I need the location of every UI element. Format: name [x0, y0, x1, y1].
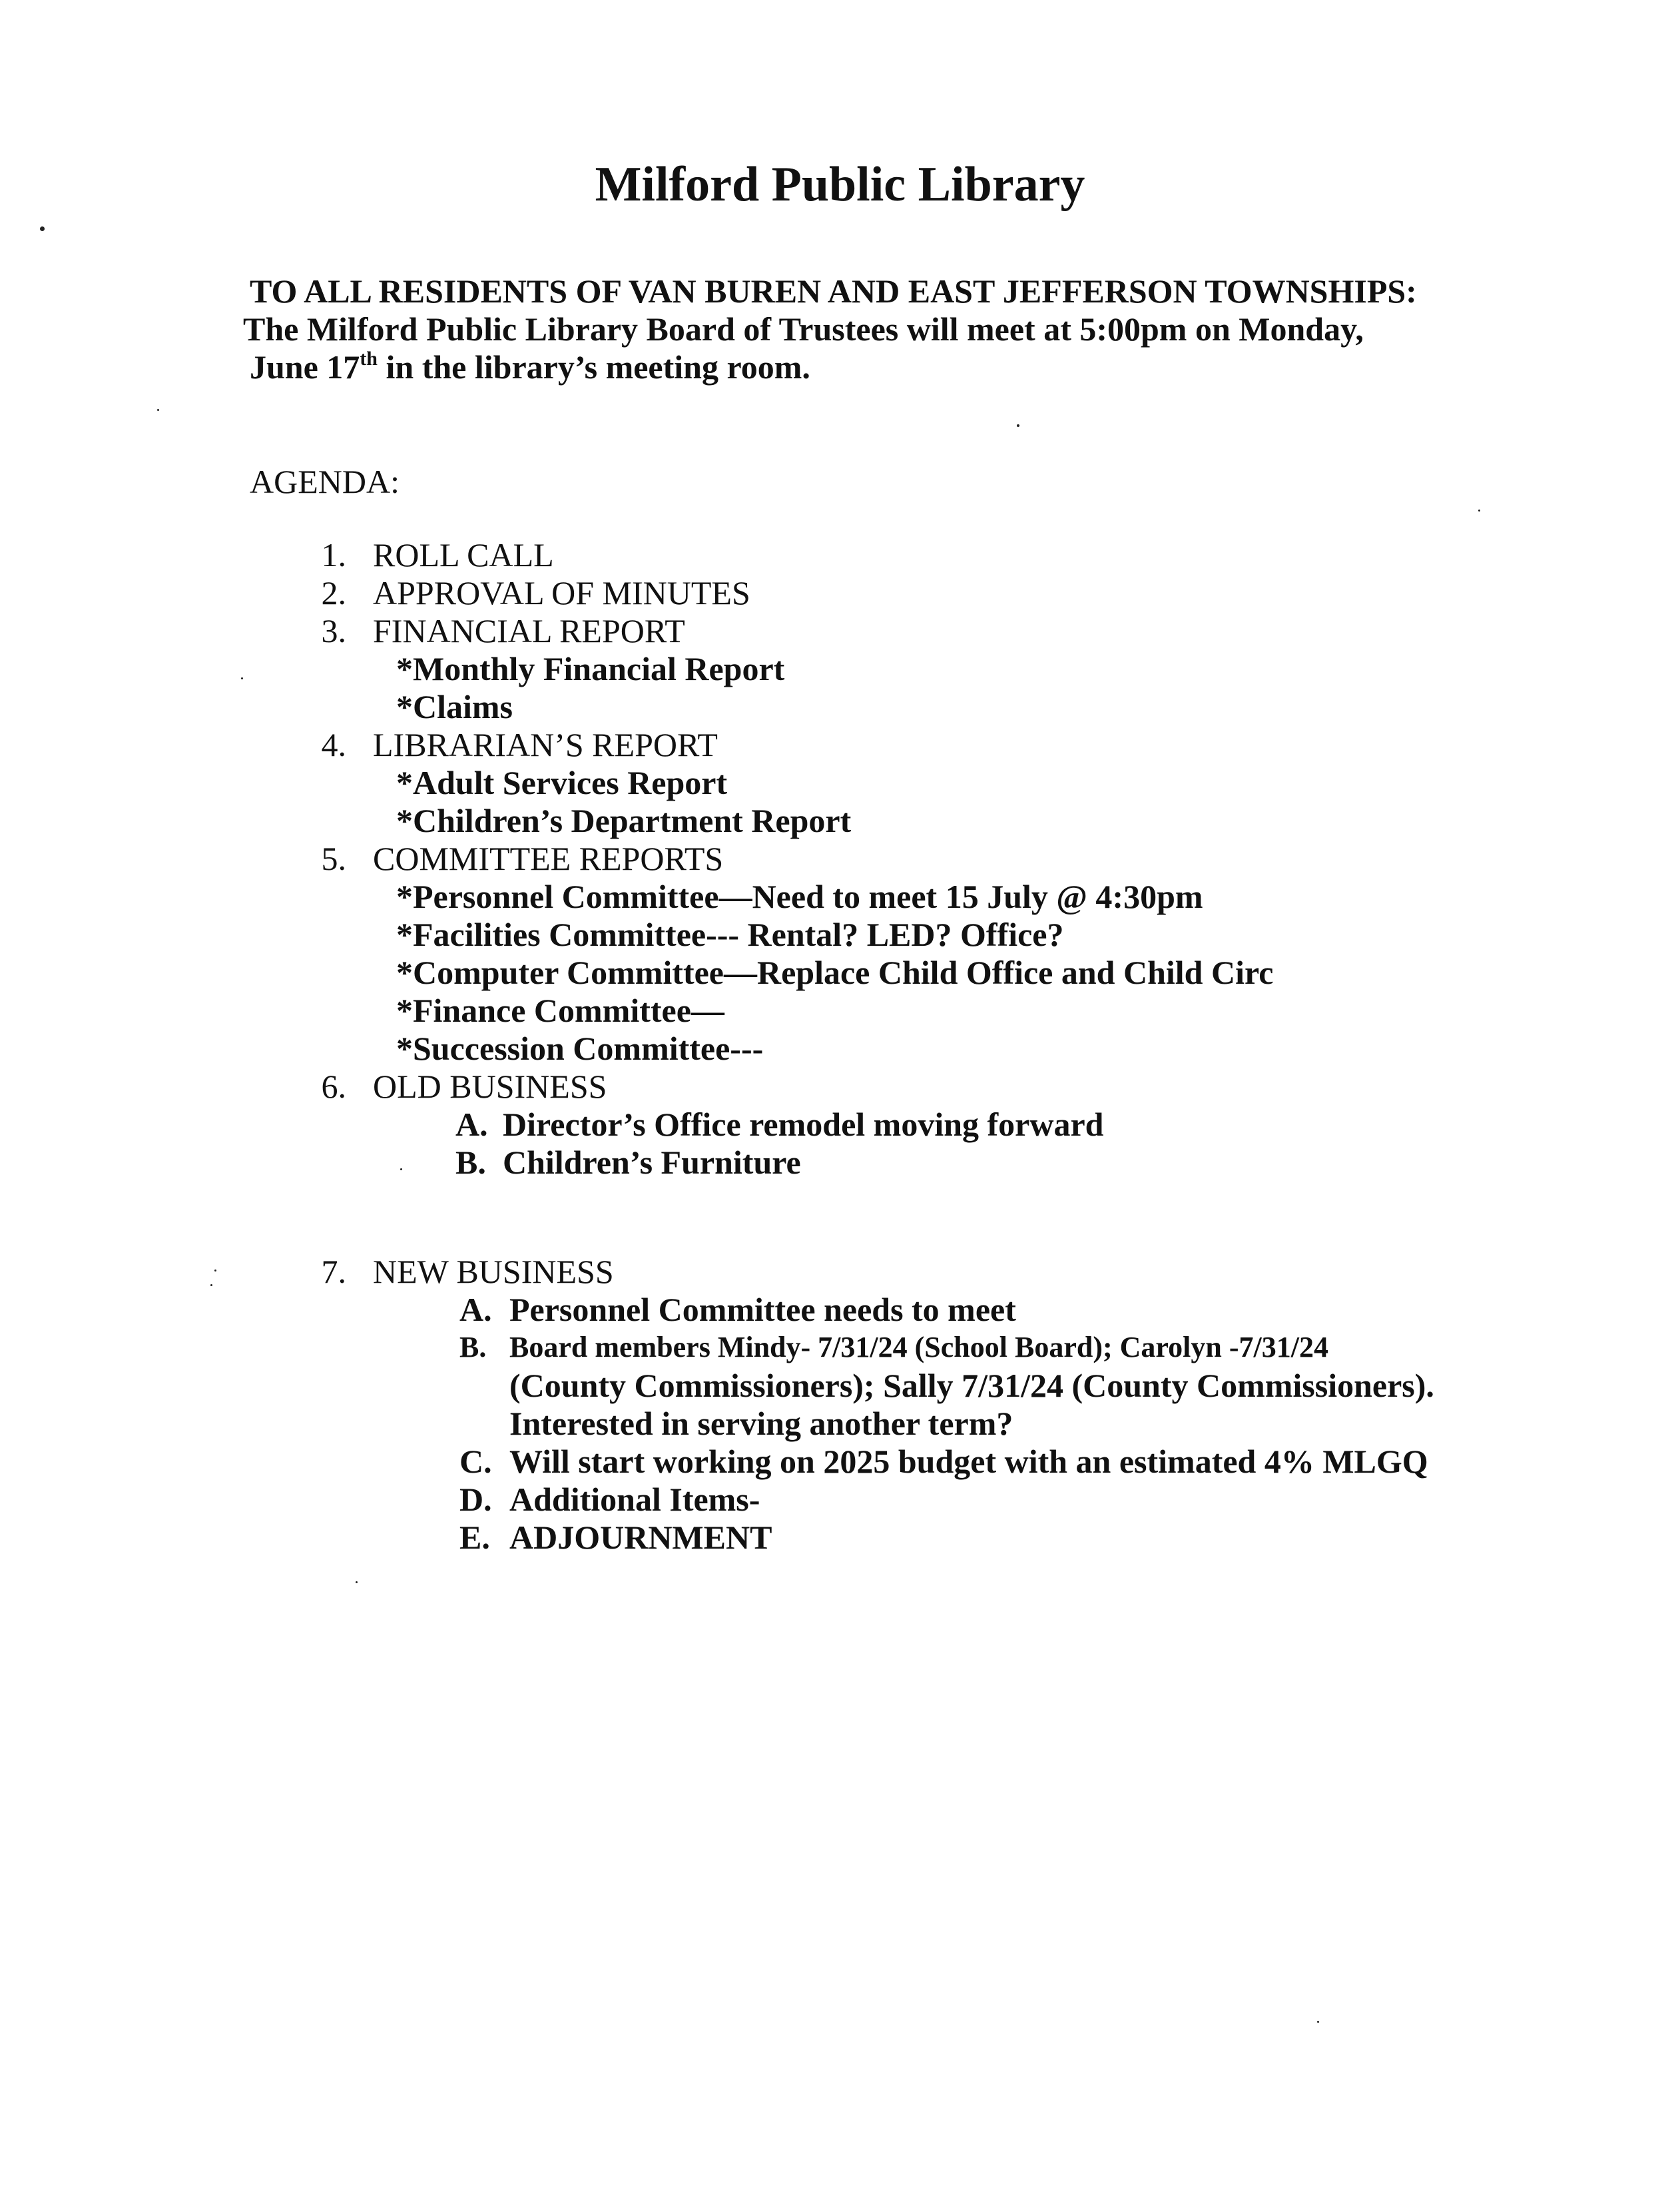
notice-line-2-sup: th — [360, 348, 378, 370]
item-new-business: NEW BUSINESS — [373, 1253, 614, 1290]
item-approval-of-minutes: APPROVAL OF MINUTES — [373, 574, 750, 611]
sub-item: *Succession Committee--- — [396, 1030, 764, 1067]
item-number-4: 4. — [321, 726, 346, 763]
sub-item: Personnel Committee needs to meet — [509, 1291, 1016, 1328]
sub-item: Children’s Furniture — [503, 1144, 801, 1181]
scan-speck — [241, 677, 243, 679]
sub-item-continuation: Interested in serving another term? — [509, 1405, 1013, 1442]
item-old-business: OLD BUSINESS — [373, 1068, 607, 1105]
sub-item: *Children’s Department Report — [396, 802, 852, 839]
item-committee-reports: COMMITTEE REPORTS — [373, 840, 724, 877]
agenda-label: AGENDA: — [250, 463, 400, 500]
scan-speck — [157, 409, 159, 411]
sub-item-letter: D. — [459, 1481, 492, 1518]
scan-speck — [210, 1284, 212, 1286]
item-number-1: 1. — [321, 536, 346, 573]
scan-speck — [40, 226, 45, 231]
sub-item: Board members Mindy- 7/31/24 (School Board); Carolyn -7/31/24 — [509, 1331, 1328, 1363]
item-number-2: 2. — [321, 574, 346, 611]
sub-item: *Finance Committee— — [396, 992, 724, 1029]
item-number-3: 3. — [321, 612, 346, 649]
sub-item: *Computer Committee—Replace Child Office and Child Circ — [396, 954, 1274, 991]
notice-line-2-suffix: in the library’s meeting room. — [378, 348, 810, 386]
sub-item-letter: C. — [459, 1443, 492, 1480]
sub-item: ADJOURNMENT — [509, 1519, 772, 1556]
sub-item: *Facilities Committee--- Rental? LED? Office? — [396, 916, 1064, 953]
item-number-7: 7. — [321, 1253, 346, 1290]
notice-line-2 — [250, 348, 810, 386]
scan-speck — [356, 1581, 358, 1583]
page-title: Milford Public Library — [595, 157, 1085, 212]
item-number-6: 6. — [321, 1068, 346, 1105]
sub-item: *Personnel Committee—Need to meet 15 July @ 4:30pm — [396, 878, 1203, 915]
sub-item-letter: B. — [459, 1331, 487, 1363]
scan-speck — [400, 1168, 402, 1170]
notice-line-2-prefix: June 17 — [250, 348, 360, 386]
item-librarians-report: LIBRARIAN’S REPORT — [373, 726, 718, 763]
sub-item: *Adult Services Report — [396, 764, 728, 801]
sub-item-letter: B. — [455, 1144, 486, 1181]
sub-item-letter: A. — [459, 1291, 492, 1328]
sub-item: *Claims — [396, 688, 513, 725]
notice-heading: TO ALL RESIDENTS OF VAN BUREN AND EAST JEFFERSON TOWNSHIPS: — [250, 272, 1417, 310]
scan-speck — [1017, 424, 1019, 427]
sub-item-continuation: (County Commissioners); Sally 7/31/24 (County Commissioners). — [509, 1367, 1434, 1404]
sub-item-letter: E. — [459, 1519, 490, 1556]
notice-line-1: The Milford Public Library Board of Trustees will meet at 5:00pm on Monday, — [243, 310, 1364, 348]
scan-speck — [214, 1270, 216, 1272]
item-number-5: 5. — [321, 840, 346, 877]
sub-item: *Monthly Financial Report — [396, 650, 785, 687]
scan-speck — [1317, 2021, 1319, 2023]
sub-item: Additional Items- — [509, 1481, 760, 1518]
item-roll-call: ROLL CALL — [373, 536, 554, 573]
sub-item: Will start working on 2025 budget with an estimated 4% MLGQ — [509, 1443, 1428, 1480]
scan-speck — [1478, 510, 1480, 512]
item-financial-report: FINANCIAL REPORT — [373, 612, 685, 649]
sub-item-letter: A. — [455, 1106, 488, 1143]
sub-item: Director’s Office remodel moving forward — [503, 1106, 1104, 1143]
